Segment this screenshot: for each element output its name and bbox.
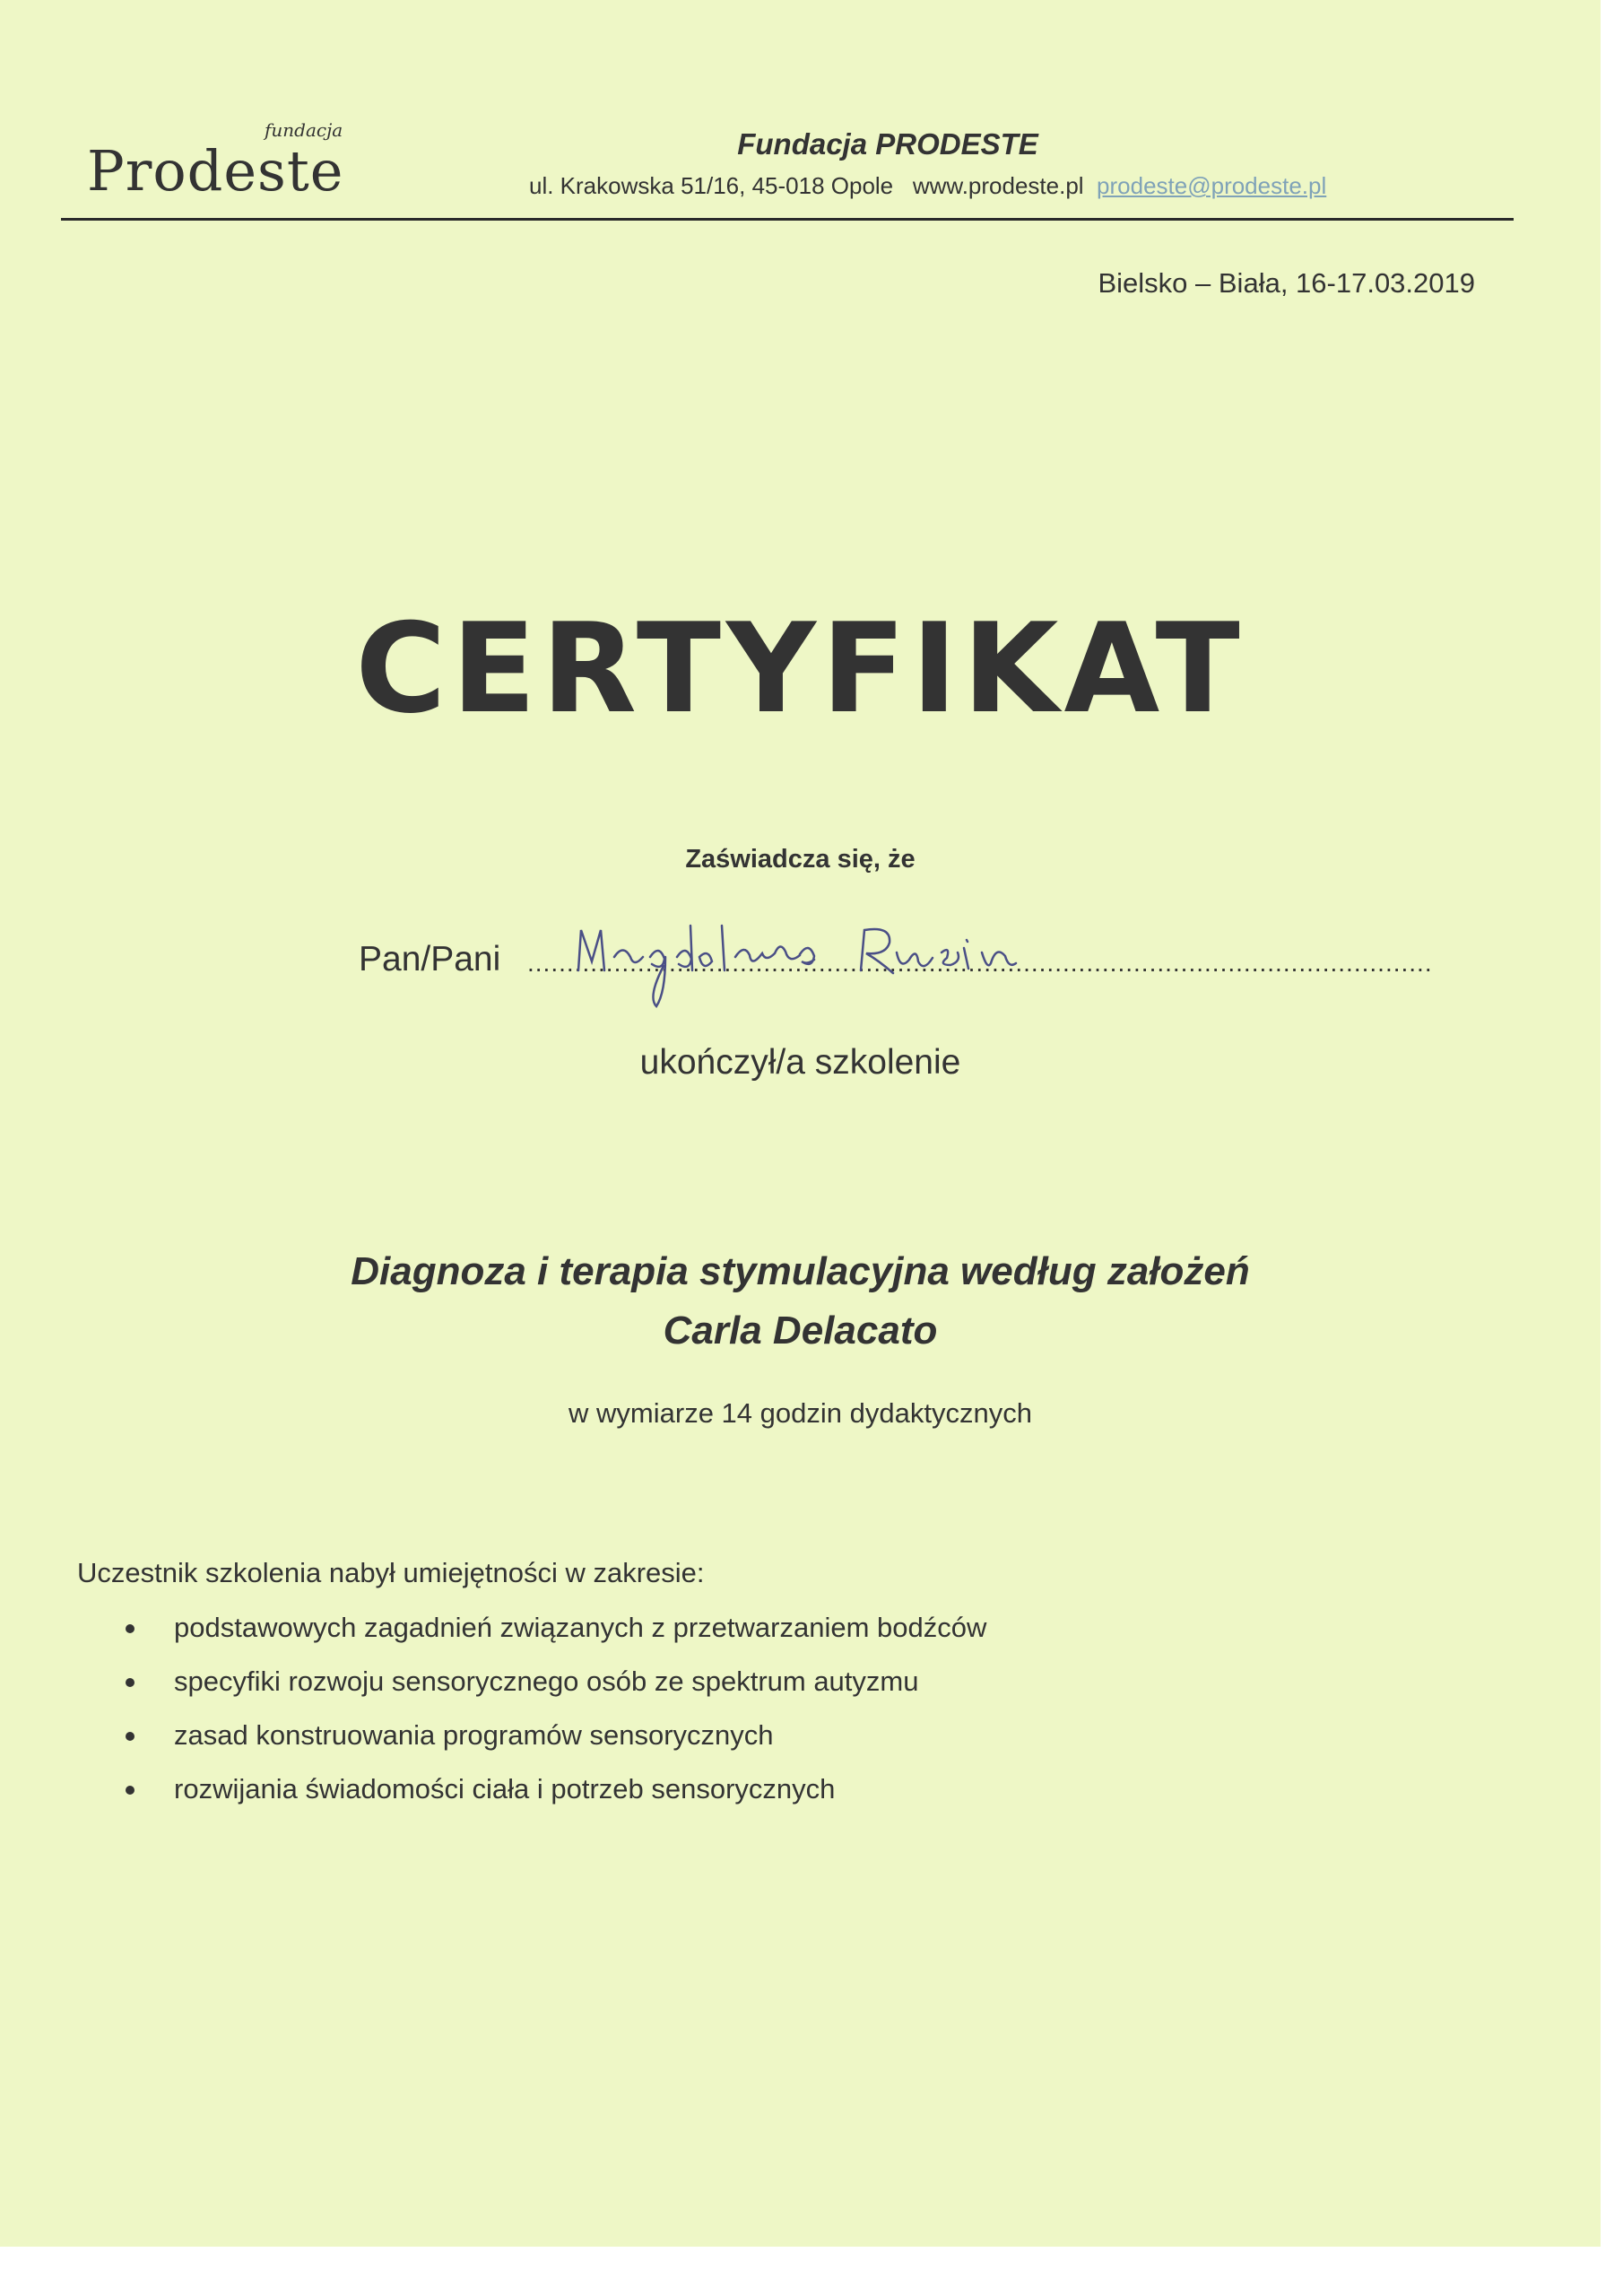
list-item — [117, 1719, 986, 1773]
completion-text: ukończył/a szkolenie — [639, 1043, 961, 1082]
skill-text: rozwijania świadomości ciała i potrzeb sensorycznych — [174, 1773, 836, 1805]
header-divider — [61, 218, 1514, 221]
bullet-icon — [126, 1786, 135, 1795]
list-item — [117, 1612, 986, 1665]
course-title-line-2: Carla Delacato — [663, 1309, 938, 1352]
organization-email-link[interactable]: prodeste@prodeste.pl — [1097, 172, 1327, 199]
bullet-icon — [126, 1624, 135, 1633]
skill-text: specyfiki rozwoju sensorycznego osób ze spektrum autyzmu — [174, 1665, 919, 1697]
organization-contact — [529, 172, 1426, 200]
attestation-text: Zaświadcza się, że — [685, 845, 916, 874]
bullet-icon — [126, 1678, 135, 1687]
prodeste-logo — [85, 108, 372, 206]
skill-text: zasad konstruowania programów sensorycznych — [174, 1719, 774, 1751]
certificate-title: CERTYFIKAT — [355, 596, 1245, 741]
organization-website[interactable]: www.prodeste.pl — [912, 172, 1084, 199]
organization-name: Fundacja PRODESTE — [737, 127, 1038, 161]
list-item — [117, 1773, 986, 1827]
name-dotted-line: ................................................................................................................... — [527, 949, 1433, 977]
logo-main-text: Prodeste — [87, 138, 344, 204]
logo-small-text: fundacja — [265, 119, 343, 141]
place-and-date: Bielsko – Biała, 16-17.03.2019 — [1098, 267, 1475, 299]
organization-address: ul. Krakowska 51/16, 45-018 Opole — [529, 172, 894, 199]
course-title-line-1: Diagnoza i terapia stymulacyjna według założeń — [351, 1249, 1250, 1293]
name-label: Pan/Pani — [359, 940, 501, 978]
skills-list — [117, 1612, 986, 1827]
skills-intro: Uczestnik szkolenia nabył umiejętności w zakresie: — [77, 1557, 705, 1588]
list-item — [117, 1665, 986, 1719]
skill-text: podstawowych zagadnień związanych z przetwarzaniem bodźców — [174, 1612, 987, 1643]
bullet-icon — [126, 1732, 135, 1741]
course-title — [0, 1242, 1601, 1361]
handwritten-name — [565, 908, 1067, 1015]
course-hours: w wymiarze 14 godzin dydaktycznych — [568, 1397, 1032, 1429]
